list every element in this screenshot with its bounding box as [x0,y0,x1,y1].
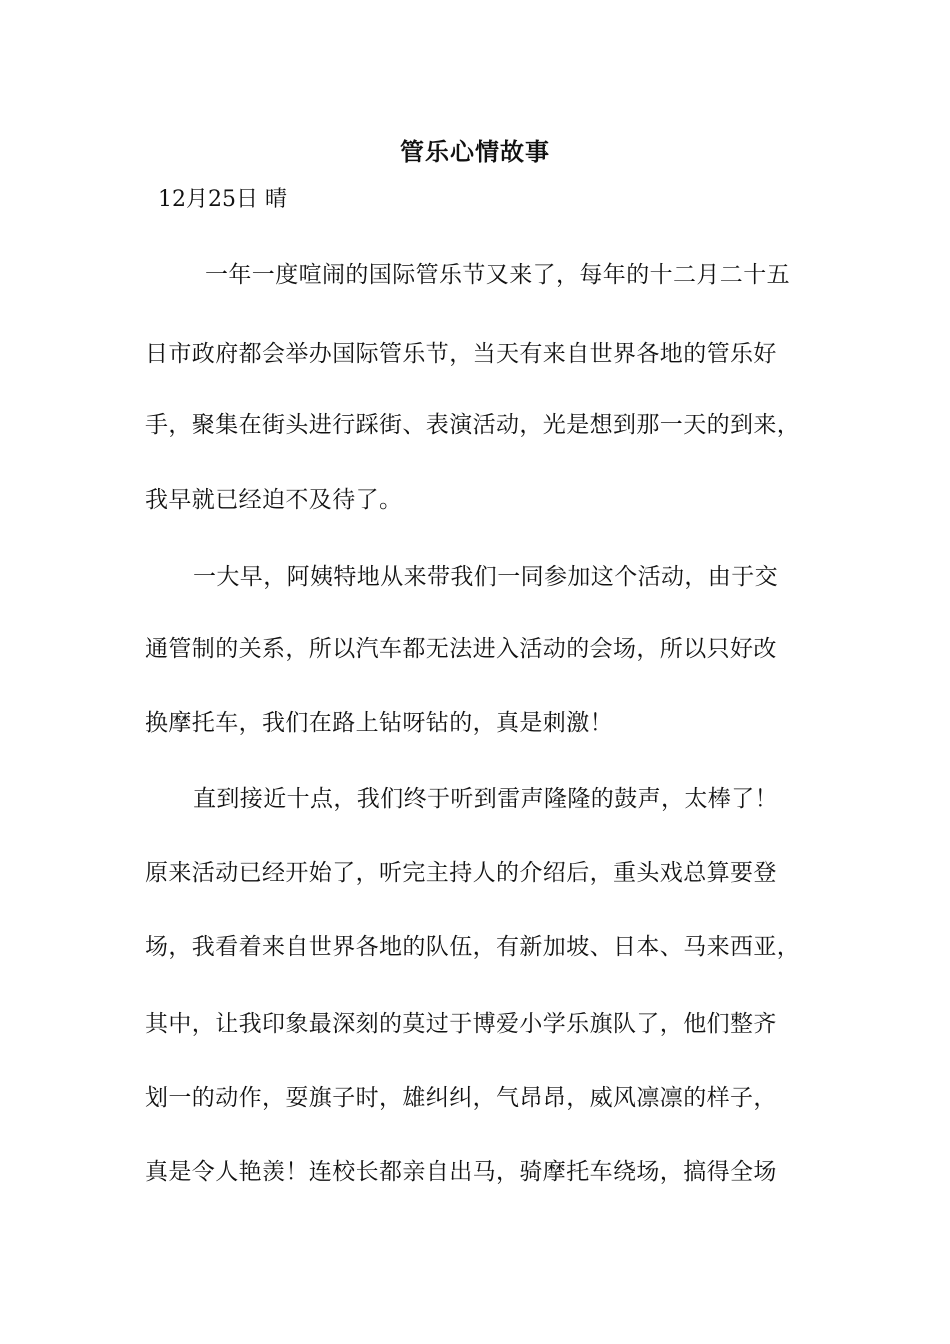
body-line: 通管制的关系，所以汽车都无法进入活动的会场，所以只好改 [145,636,777,662]
body-line: 划一的动作，耍旗子时，雄纠纠，气昂昂，威风凛凛的样子， [145,1085,777,1111]
body-line: 场，我看着来自世界各地的队伍，有新加坡、日本、马来西亚， [145,934,801,960]
body-line: 直到接近十点，我们终于听到雷声隆隆的鼓声，太棒了！ [193,786,778,812]
body-line: 手，聚集在街头进行踩街、表演活动，光是想到那一天的到来， [145,412,801,438]
body-line: 一大早，阿姨特地从来带我们一同参加这个活动，由于交 [193,564,778,590]
body-line: 一年一度喧闹的国际管乐节又来了，每年的十二月二十五 [205,262,790,288]
body-line: 日市政府都会举办国际管乐节，当天有来自世界各地的管乐好 [145,341,777,367]
body-line: 其中，让我印象最深刻的莫过于博爱小学乐旗队了，他们整齐 [145,1011,777,1037]
body-line: 我早就已经迫不及待了。 [145,487,403,513]
body-line: 换摩托车，我们在路上钻呀钻的，真是刺激！ [145,710,613,736]
body-line: 真是令人艳羡！连校长都亲自出马，骑摩托车绕场，搞得全场 [145,1159,777,1185]
diary-dateline: 12月25日 晴 [158,187,287,212]
document-title: 管乐心情故事 [400,137,550,166]
body-line: 原来活动已经开始了，听完主持人的介绍后，重头戏总算要登 [145,860,777,886]
